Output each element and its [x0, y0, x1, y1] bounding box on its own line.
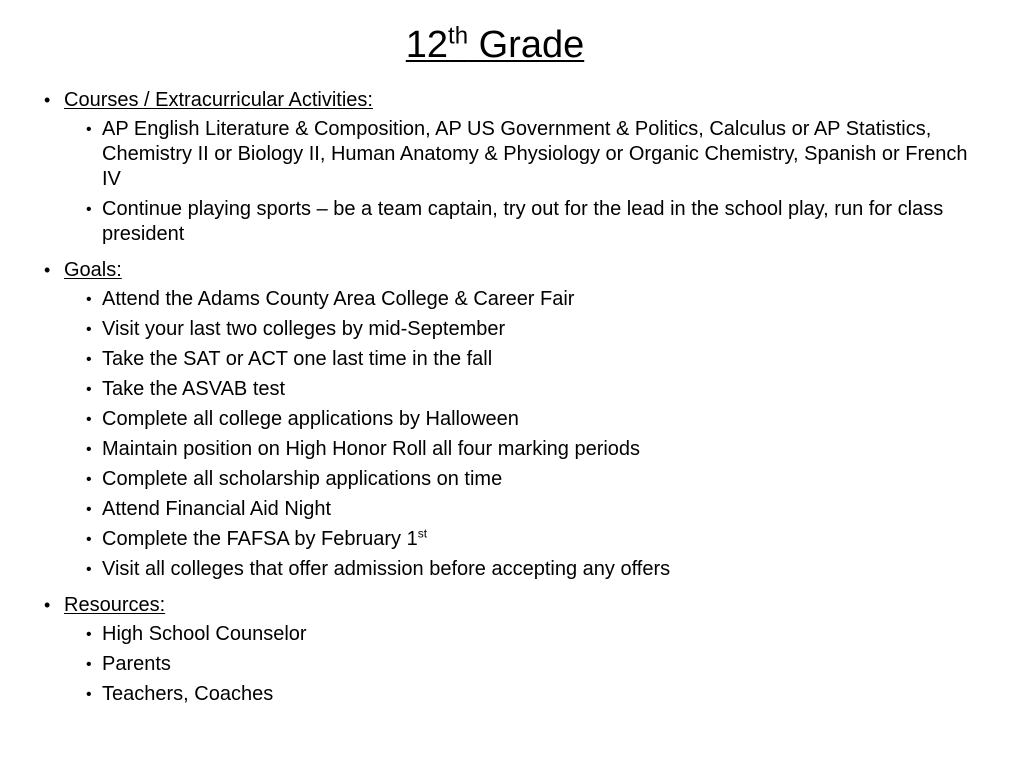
list-item-text: AP English Literature & Composition, AP US Government & Politics, Calculus or AP Statistics, Chemistry II or Biology II, Human Anatomy & Physiology or Organic Chemistry, Spanish or French IV — [102, 118, 968, 190]
list-item — [64, 117, 974, 192]
resources-heading: Resources: — [64, 594, 166, 616]
goals-list — [64, 287, 974, 582]
bullet-icon: • — [86, 441, 92, 458]
title-text — [406, 24, 584, 66]
page-title — [0, 18, 990, 72]
bullet-icon: • — [86, 201, 92, 218]
list-item — [64, 407, 974, 432]
fafsa-superscript: st — [417, 526, 428, 541]
list-item — [64, 497, 974, 522]
list-item-text: Visit all colleges that offer admission before accepting any offers — [102, 558, 671, 580]
section-resources — [44, 593, 974, 707]
list-item — [64, 557, 974, 582]
list-item-text: Take the SAT or ACT one last time in the fall — [102, 348, 493, 370]
list-item-text: Complete all college applications by Halloween — [102, 408, 519, 430]
bullet-icon: • — [86, 501, 92, 518]
list-item-text: Take the ASVAB test — [102, 378, 286, 400]
bullet-icon: • — [86, 411, 92, 428]
bullet-icon: • — [86, 121, 92, 138]
title-number: 12 — [405, 24, 449, 66]
list-item — [64, 622, 974, 647]
list-item — [64, 437, 974, 462]
title-superscript: th — [448, 22, 469, 50]
section-goals — [44, 258, 974, 582]
list-item-text: Complete all scholarship applications on time — [102, 468, 503, 490]
list-item-fafsa — [64, 527, 974, 552]
bullet-icon: • — [86, 656, 92, 673]
courses-list — [64, 117, 974, 247]
list-item-text: Continue playing sports – be a team captain, try out for the lead in the school play, run for class president — [102, 198, 944, 245]
bullet-icon: • — [86, 686, 92, 703]
bullet-icon: • — [86, 291, 92, 308]
bullet-icon: • — [86, 351, 92, 368]
list-item — [64, 347, 974, 372]
bullet-icon: • — [44, 595, 51, 615]
list-item-text: Visit your last two colleges by mid-September — [102, 318, 506, 340]
slide-content — [44, 88, 974, 707]
fafsa-text: Complete the FAFSA by February 1 — [102, 528, 418, 550]
courses-heading: Courses / Extracurricular Activities: — [64, 89, 373, 111]
list-item-text: Attend the Adams County Area College & Career Fair — [102, 288, 575, 310]
bullet-icon: • — [86, 381, 92, 398]
list-item-text: Attend Financial Aid Night — [102, 498, 332, 520]
list-item — [64, 467, 974, 492]
resources-list — [64, 622, 974, 707]
title-word: Grade — [468, 24, 585, 66]
bullet-icon: • — [86, 531, 92, 548]
section-courses — [44, 88, 974, 247]
bullet-icon: • — [44, 90, 51, 110]
bullet-icon: • — [86, 471, 92, 488]
list-item-text: Maintain position on High Honor Roll all four marking periods — [102, 438, 641, 460]
list-item — [64, 652, 974, 677]
bullet-icon: • — [86, 626, 92, 643]
list-item — [64, 682, 974, 707]
list-item — [64, 287, 974, 312]
bullet-icon: • — [86, 561, 92, 578]
list-item-text: Parents — [102, 653, 171, 675]
list-item — [64, 197, 974, 247]
list-item — [64, 377, 974, 402]
bullet-icon: • — [86, 321, 92, 338]
bullet-icon: • — [44, 260, 51, 280]
list-item-text: High School Counselor — [102, 623, 307, 645]
list-item-text: Teachers, Coaches — [102, 683, 274, 705]
goals-heading: Goals: — [64, 259, 122, 281]
list-item — [64, 317, 974, 342]
